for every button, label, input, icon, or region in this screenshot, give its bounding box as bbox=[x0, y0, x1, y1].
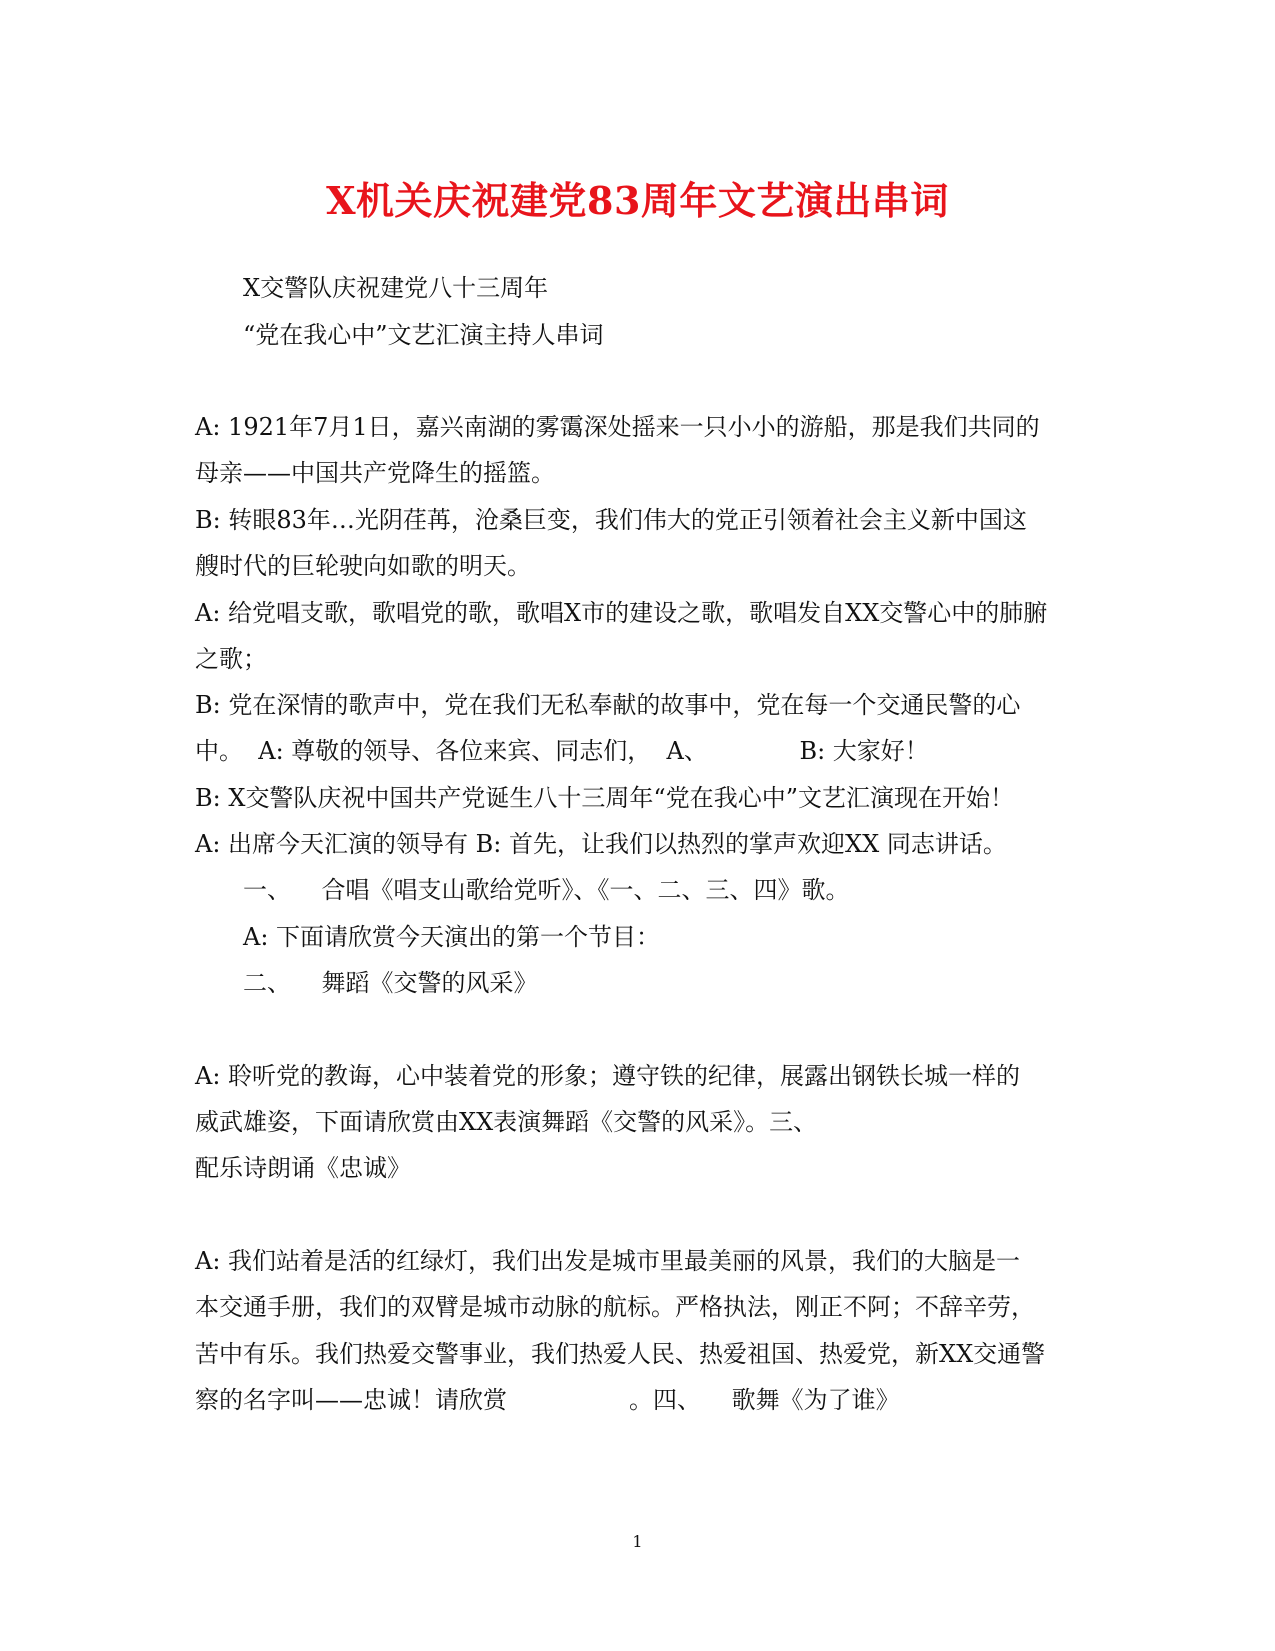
paragraph-line: A: 我们站着是活的红绿灯，我们出发是城市里最美丽的风景，我们的大脑是一 bbox=[195, 1247, 1021, 1275]
paragraph-line: A: 给党唱支歌，歌唱党的歌，歌唱X市的建设之歌，歌唱发自XX交警心中的肺腑 bbox=[195, 599, 1048, 627]
paragraph-line: B: X交警队庆祝中国共产党诞生八十三周年“党在我心中”文艺汇演现在开始！ bbox=[195, 784, 1014, 812]
paragraph-line: 母亲——中国共产党降生的摇篮。 bbox=[195, 459, 555, 487]
program-item: 二、 舞蹈《交警的风采》 bbox=[243, 969, 538, 997]
paragraph-line: A: 1921年7月1日，嘉兴南湖的雾霭深处摇来一只小小的游船，那是我们共同的 bbox=[195, 413, 1040, 441]
paragraph-line: B: 党在深情的歌声中，党在我们无私奉献的故事中，党在每一个交通民警的心 bbox=[195, 691, 1021, 719]
paragraph-line: 之歌； bbox=[195, 645, 267, 673]
paragraph-line: 艘时代的巨轮驶向如歌的明天。 bbox=[195, 552, 531, 580]
program-item: 一、 合唱《唱支山歌给党听》、《一、二、三、四》歌。 bbox=[243, 876, 850, 904]
subtitle-line-1: X交警队庆祝建党八十三周年 bbox=[243, 274, 549, 302]
paragraph-line: A: 聆听党的教诲，心中装着党的形象；遵守铁的纪律，展露出钢铁长城一样的 bbox=[195, 1062, 1021, 1090]
paragraph-line: A: 出席今天汇演的领导有 B: 首先，让我们以热烈的掌声欢迎XX 同志讲话。 bbox=[195, 830, 1007, 858]
paragraph-line: B: 转眼83年…光阴荏苒，沧桑巨变，我们伟大的党正引领着社会主义新中国这 bbox=[195, 506, 1027, 534]
document-title: X机关庆祝建党83周年文艺演出串词 bbox=[326, 178, 949, 223]
page-number: 1 bbox=[632, 1532, 643, 1551]
paragraph-line: 配乐诗朗诵《忠诚》 bbox=[195, 1154, 411, 1182]
subtitle-line-2: “党在我心中”文艺汇演主持人串词 bbox=[243, 321, 604, 349]
paragraph-line: A: 下面请欣赏今天演出的第一个节目： bbox=[243, 923, 661, 951]
paragraph-line: 本交通手册，我们的双臂是城市动脉的航标。严格执法，刚正不阿；不辞辛劳， bbox=[195, 1293, 1035, 1321]
paragraph-line: 察的名字叫——忠诚！请欣赏 。四、 歌舞《为了谁》 bbox=[195, 1386, 900, 1414]
paragraph-line: 威武雄姿，下面请欣赏由XX表演舞蹈《交警的风采》。三、 bbox=[195, 1108, 818, 1136]
paragraph-line: 中。 A: 尊敬的领导、各位来宾、同志们， A、 B: 大家好！ bbox=[195, 737, 929, 765]
paragraph-line: 苦中有乐。我们热爱交警事业，我们热爱人民、热爱祖国、热爱党，新XX交通警 bbox=[195, 1340, 1046, 1368]
